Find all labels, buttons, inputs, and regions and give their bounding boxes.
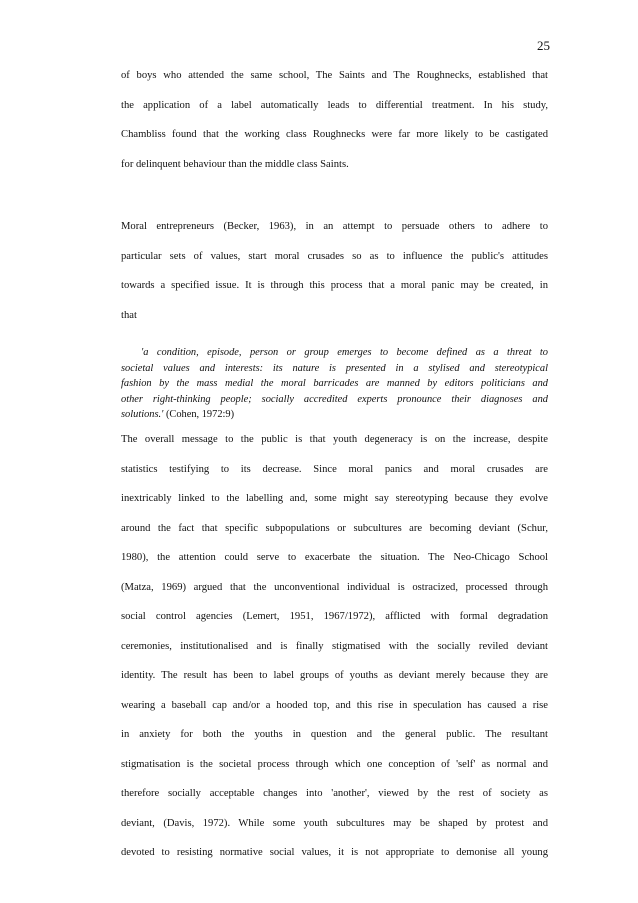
paragraph-saints-roughnecks [121, 62, 548, 180]
quote-citation: (Cohen, 1972:9) [163, 409, 235, 421]
quote-final-text: solutions.' [121, 409, 164, 421]
quote-line: societal values and interests: its nature is presented in a stylised and stereotypical [121, 362, 548, 374]
text-line: therefore socially acceptable changes into 'another', viewed by the rest of society as [121, 788, 548, 799]
quote-line: fashion by the mass medial the moral barricades are manned by editors politicians and [121, 378, 548, 390]
text-line: Chambliss found that the working class Roughnecks were far more likely to be castigated [121, 129, 548, 140]
text-line: The overall message to the public is that youth degeneracy is on the increase, despite [121, 434, 548, 445]
text-line: particular sets of values, start moral crusades so as to influence the public's attitudes [121, 250, 548, 262]
text-line: in anxiety for both the youths in question and the general public. The resultant [121, 729, 548, 740]
text-line: identity. The result has been to label groups of youths as deviant merely because they are [121, 670, 548, 681]
page-number: 25 [537, 38, 550, 53]
text-line: ceremonies, institutionalised and is finally stigmatised with the socially reviled deviant [121, 640, 548, 652]
text-line: around the fact that specific subpopulations or subcultures are becoming deviant (Schur, [121, 522, 548, 534]
quote-line-final [121, 407, 548, 423]
text-line: deviant, (Davis, 1972). While some youth subcultures may be shaped by protest and [121, 817, 548, 829]
text-line: wearing a baseball cap and/or a hooded top, and this rise in speculation has caused a rise [121, 699, 548, 711]
text-line: the application of a label automatically leads to differential treatment. In his study, [121, 99, 548, 111]
text-line: 1980), the attention could serve to exacerbate the situation. The Neo-Chicago School [121, 552, 548, 563]
text-line: statistics testifying to its decrease. Since moral panics and moral crusades are [121, 463, 548, 475]
block-quote-cohen [121, 345, 548, 423]
text-line: that [121, 309, 137, 321]
paragraph-moral-entrepreneurs [121, 213, 548, 331]
paragraph-youth-degeneracy [121, 426, 548, 869]
text-line: social control agencies (Lemert, 1951, 1967/1972), afflicted with formal degradation [121, 611, 548, 622]
text-line: for delinquent behaviour than the middle class Saints. [121, 158, 349, 170]
text-line: devoted to resisting normative social values, it is not appropriate to demonise all young [121, 847, 548, 858]
quote-line: other right-thinking people; socially accredited experts pronounce their diagnoses and [121, 393, 548, 405]
text-line: Moral entrepreneurs (Becker, 1963), in an attempt to persuade others to adhere to [121, 221, 548, 232]
text-line: inextricably linked to the labelling and, some might say stereotyping because they evolve [121, 493, 548, 504]
text-line: stigmatisation is the societal process through which one conception of 'self' as normal and [121, 758, 548, 770]
text-line: of boys who attended the same school, The Saints and The Roughnecks, established that [121, 70, 548, 81]
text-line: (Matza, 1969) argued that the unconventional individual is ostracized, processed through [121, 581, 548, 593]
quote-line: 'a condition, episode, person or group emerges to become defined as a threat to [141, 347, 548, 358]
text-line: towards a specified issue. It is through this process that a moral panic may be created, in [121, 280, 548, 291]
